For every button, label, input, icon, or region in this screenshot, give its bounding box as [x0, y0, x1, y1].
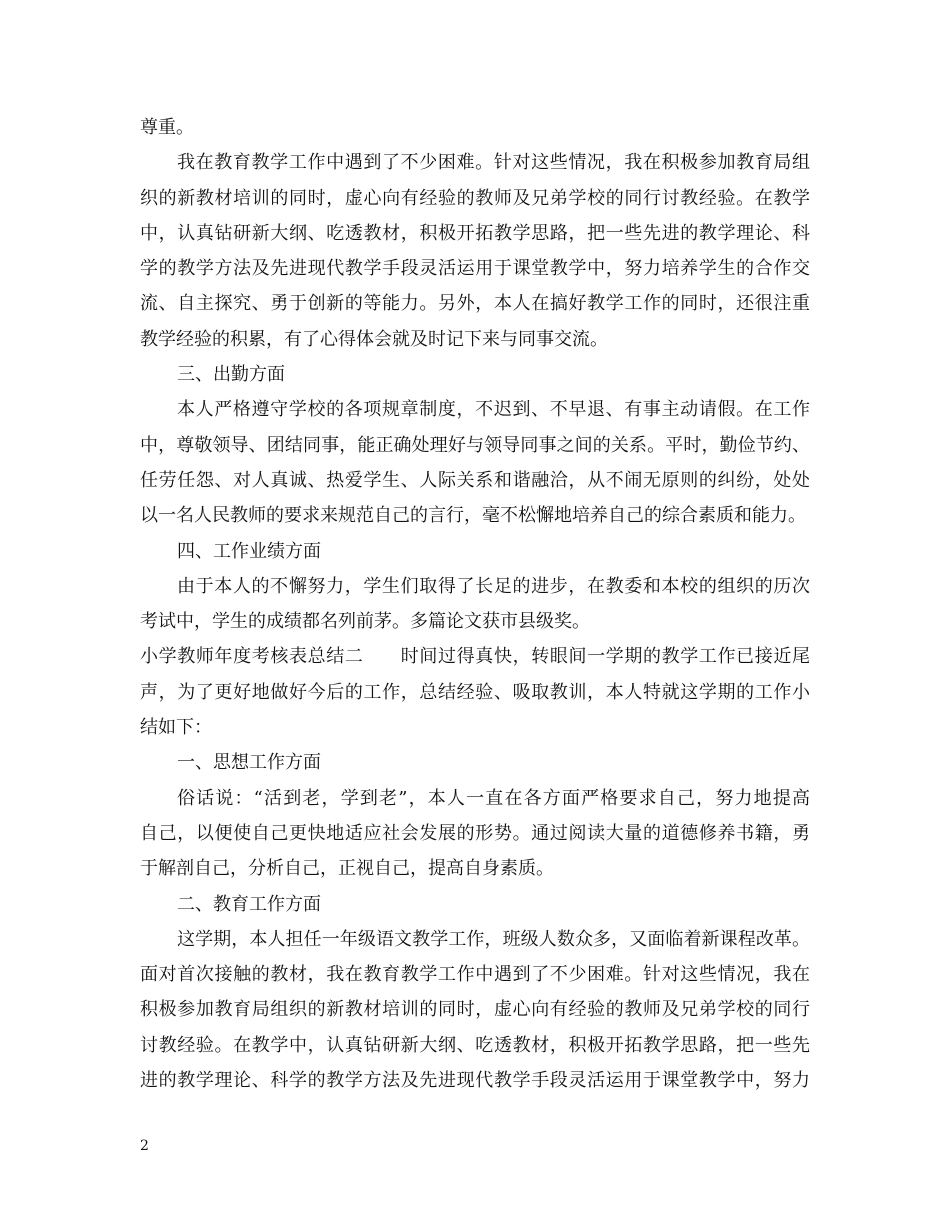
- text-line: 教学经验的积累，有了心得体会就及时记下来与同事交流。: [140, 328, 608, 350]
- text-line: 一、思想工作方面: [177, 752, 321, 774]
- text-line: 考试中，学生的成绩都名列前茅。多篇论文获市县级奖。: [140, 611, 590, 633]
- text-line: 流、自主探究、勇于创新的等能力。另外，本人在搞好教学工作的同时，还很注重: [140, 293, 810, 315]
- text-line: 这学期，本人担任一年级语文教学工作，班级人数众多，又面临着新课程改革。: [177, 928, 810, 950]
- text-line: 积极参加教育局组织的新教材培训的同时，虚心向有经验的教师及兄弟学校的同行: [140, 999, 810, 1021]
- text-line: 进的教学理论、科学的教学方法及先进现代教学手段灵活运用于课堂教学中，努力: [140, 1070, 810, 1092]
- text-line: 我在教育教学工作中遇到了不少困难。针对这些情况，我在积极参加教育局组: [177, 152, 810, 174]
- body-text: [140, 116, 810, 1104]
- text-line: 自己，以便使自己更快地适应社会发展的形势。通过阅读大量的道德修养书籍，勇: [140, 822, 810, 844]
- text-line: 俗话说：“活到老，学到老”，本人一直在各方面严格要求自己，努力地提高: [177, 787, 810, 809]
- text-line: 本人严格遵守学校的各项规章制度，不迟到、不早退、有事主动请假。在工作: [177, 399, 810, 421]
- text-line: 声，为了更好地做好今后的工作，总结经验、吸取教训，本人特就这学期的工作小: [140, 681, 810, 703]
- text-line: 面对首次接触的教材，我在教育教学工作中遇到了不少困难。针对这些情况，我在: [140, 964, 810, 986]
- text-line: 三、出勤方面: [177, 364, 285, 386]
- text-line: 尊重。: [140, 117, 194, 138]
- text-line: 由于本人的不懈努力，学生们取得了长足的进步，在教委和本校的组织的历次: [177, 575, 810, 597]
- text-line: 中，认真钻研新大纲、吃透教材，积极开拓教学思路，把一些先进的教学理论、科: [140, 222, 810, 244]
- text-line: 结如下：: [140, 717, 212, 739]
- text-line: 四、工作业绩方面: [177, 540, 321, 562]
- text-line: 学的教学方法及先进现代教学手段灵活运用于课堂教学中，努力培养学生的合作交: [140, 258, 810, 280]
- text-line: 于解剖自己，分析自己，正视自己，提高自身素质。: [140, 858, 554, 880]
- page-number: 2: [140, 1138, 149, 1154]
- text-line: 织的新教材培训的同时，虚心向有经验的教师及兄弟学校的同行讨教经验。在教学: [140, 187, 810, 209]
- text-line: 小学教师年度考核表总结二 时间过得真快，转眼间一学期的教学工作已接近尾: [140, 646, 810, 668]
- text-line: 任劳任怨、对人真诚、热爱学生、人际关系和谐融洽，从不闹无原则的纠纷，处处: [140, 469, 810, 491]
- text-line: 以一名人民教师的要求来规范自己的言行，毫不松懈地培养自己的综合素质和能力。: [140, 505, 806, 527]
- text-line: 讨教经验。在教学中，认真钻研新大纲、吃透教材，积极开拓教学思路，把一些先: [140, 1034, 810, 1056]
- text-line: 二、教育工作方面: [177, 893, 321, 915]
- text-line: 中，尊敬领导、团结同事，能正确处理好与领导同事之间的关系。平时，勤俭节约、: [140, 434, 810, 456]
